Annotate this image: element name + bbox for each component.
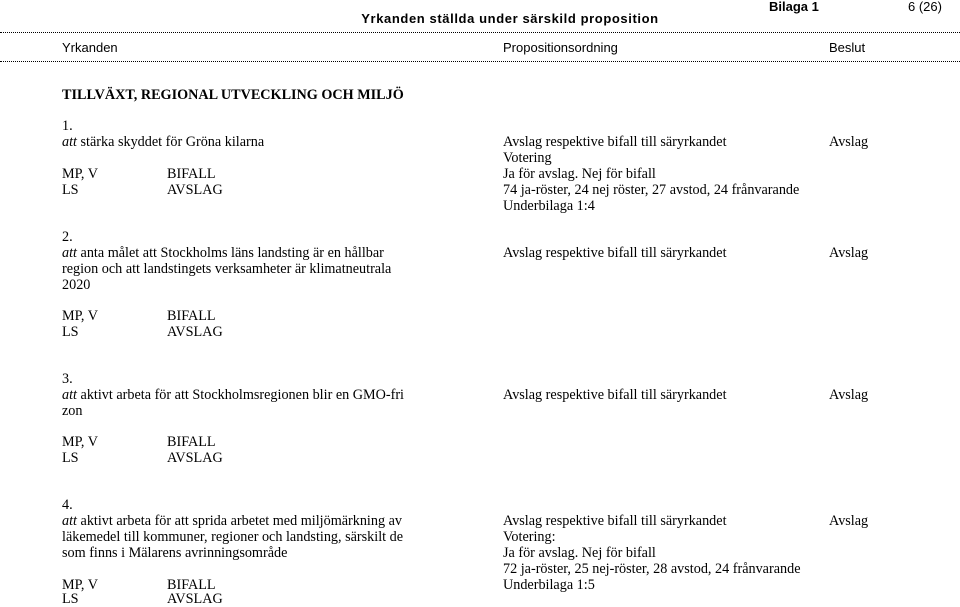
header-divider-top	[0, 32, 960, 33]
page-number: 6 (26)	[908, 0, 942, 14]
underbilaga-ref: Underbilaga 1:4	[503, 198, 595, 214]
item-text-body: aktivt arbeta för att Stockholmsregionen blir en GMO-fri	[80, 387, 404, 403]
party-name: LS	[62, 450, 79, 466]
beslut-value: Avslag	[829, 134, 869, 150]
party-decision: BIFALL	[167, 308, 216, 324]
vote-result: 72 ja-röster, 25 nej-röster, 28 avstod, 24 frånvarande	[503, 561, 801, 577]
party-name: MP, V	[62, 434, 99, 450]
party-decision: AVSLAG	[167, 450, 223, 466]
party-decision: AVSLAG	[167, 591, 223, 607]
proposition-text: Avslag respektive bifall till säryrkandet	[503, 245, 727, 261]
beslut-value: Avslag	[829, 245, 869, 261]
bilaga-label: Bilaga 1	[769, 0, 819, 14]
party-decision: BIFALL	[167, 434, 216, 450]
section-title: TILLVÄXT, REGIONAL UTVECKLING OCH MILJÖ	[62, 87, 404, 103]
item-text-line-1	[62, 513, 402, 529]
item-text-line-1	[62, 387, 404, 403]
item-text-line-2: zon	[62, 403, 83, 419]
party-decision: AVSLAG	[167, 324, 223, 340]
item-text-line-3: 2020	[62, 277, 91, 293]
item-number: 2.	[62, 229, 73, 245]
att-label: att	[62, 387, 77, 403]
item-text-line-2: region och att landstingets verksamheter är klimatneutrala	[62, 261, 392, 277]
party-decision: BIFALL	[167, 166, 216, 182]
item-text	[62, 134, 264, 150]
item-text-line-1	[62, 245, 384, 261]
item-number: 4.	[62, 497, 73, 513]
party-name: MP, V	[62, 166, 99, 182]
header-divider-bottom	[0, 61, 960, 62]
proposition-text: Avslag respektive bifall till säryrkandet	[503, 134, 727, 150]
proposition-text: Avslag respektive bifall till säryrkandet	[503, 387, 727, 403]
votering-label: Votering	[503, 150, 552, 166]
party-name: MP, V	[62, 308, 99, 324]
item-text-line-2: läkemedel till kommuner, regioner och landsting, särskilt de	[62, 529, 404, 545]
vote-result: 74 ja-röster, 24 nej röster, 27 avstod, 24 frånvarande	[503, 182, 800, 198]
att-label: att	[62, 134, 77, 150]
votering-ja-nej: Ja för avslag. Nej för bifall	[503, 545, 656, 561]
item-text-body: anta målet att Stockholms läns landsting är en hållbar	[80, 245, 384, 261]
party-decision: AVSLAG	[167, 182, 223, 198]
party-name: MP, V	[62, 577, 99, 593]
beslut-value: Avslag	[829, 513, 869, 529]
att-label: att	[62, 245, 77, 261]
item-text-body: stärka skyddet för Gröna kilarna	[80, 134, 265, 150]
party-name: LS	[62, 182, 79, 198]
column-header-propositionsordning: Propositionsordning	[503, 40, 618, 55]
column-header-yrkanden: Yrkanden	[62, 40, 118, 55]
party-name: LS	[62, 591, 79, 607]
votering-ja-nej: Ja för avslag. Nej för bifall	[503, 166, 656, 182]
item-number: 1.	[62, 118, 73, 134]
item-number: 3.	[62, 371, 73, 387]
party-decision: BIFALL	[167, 577, 216, 593]
votering-label: Votering:	[503, 529, 556, 545]
item-text-line-3: som finns i Mälarens avrinningsområde	[62, 545, 288, 561]
att-label: att	[62, 513, 77, 529]
item-text-body: aktivt arbeta för att sprida arbetet med miljömärkning av	[80, 513, 403, 529]
column-header-beslut: Beslut	[829, 40, 866, 55]
beslut-value: Avslag	[829, 387, 869, 403]
document-title: Yrkanden ställda under särskild proposition	[361, 11, 659, 26]
party-name: LS	[62, 324, 79, 340]
underbilaga-ref: Underbilaga 1:5	[503, 577, 595, 593]
proposition-text: Avslag respektive bifall till säryrkandet	[503, 513, 727, 529]
